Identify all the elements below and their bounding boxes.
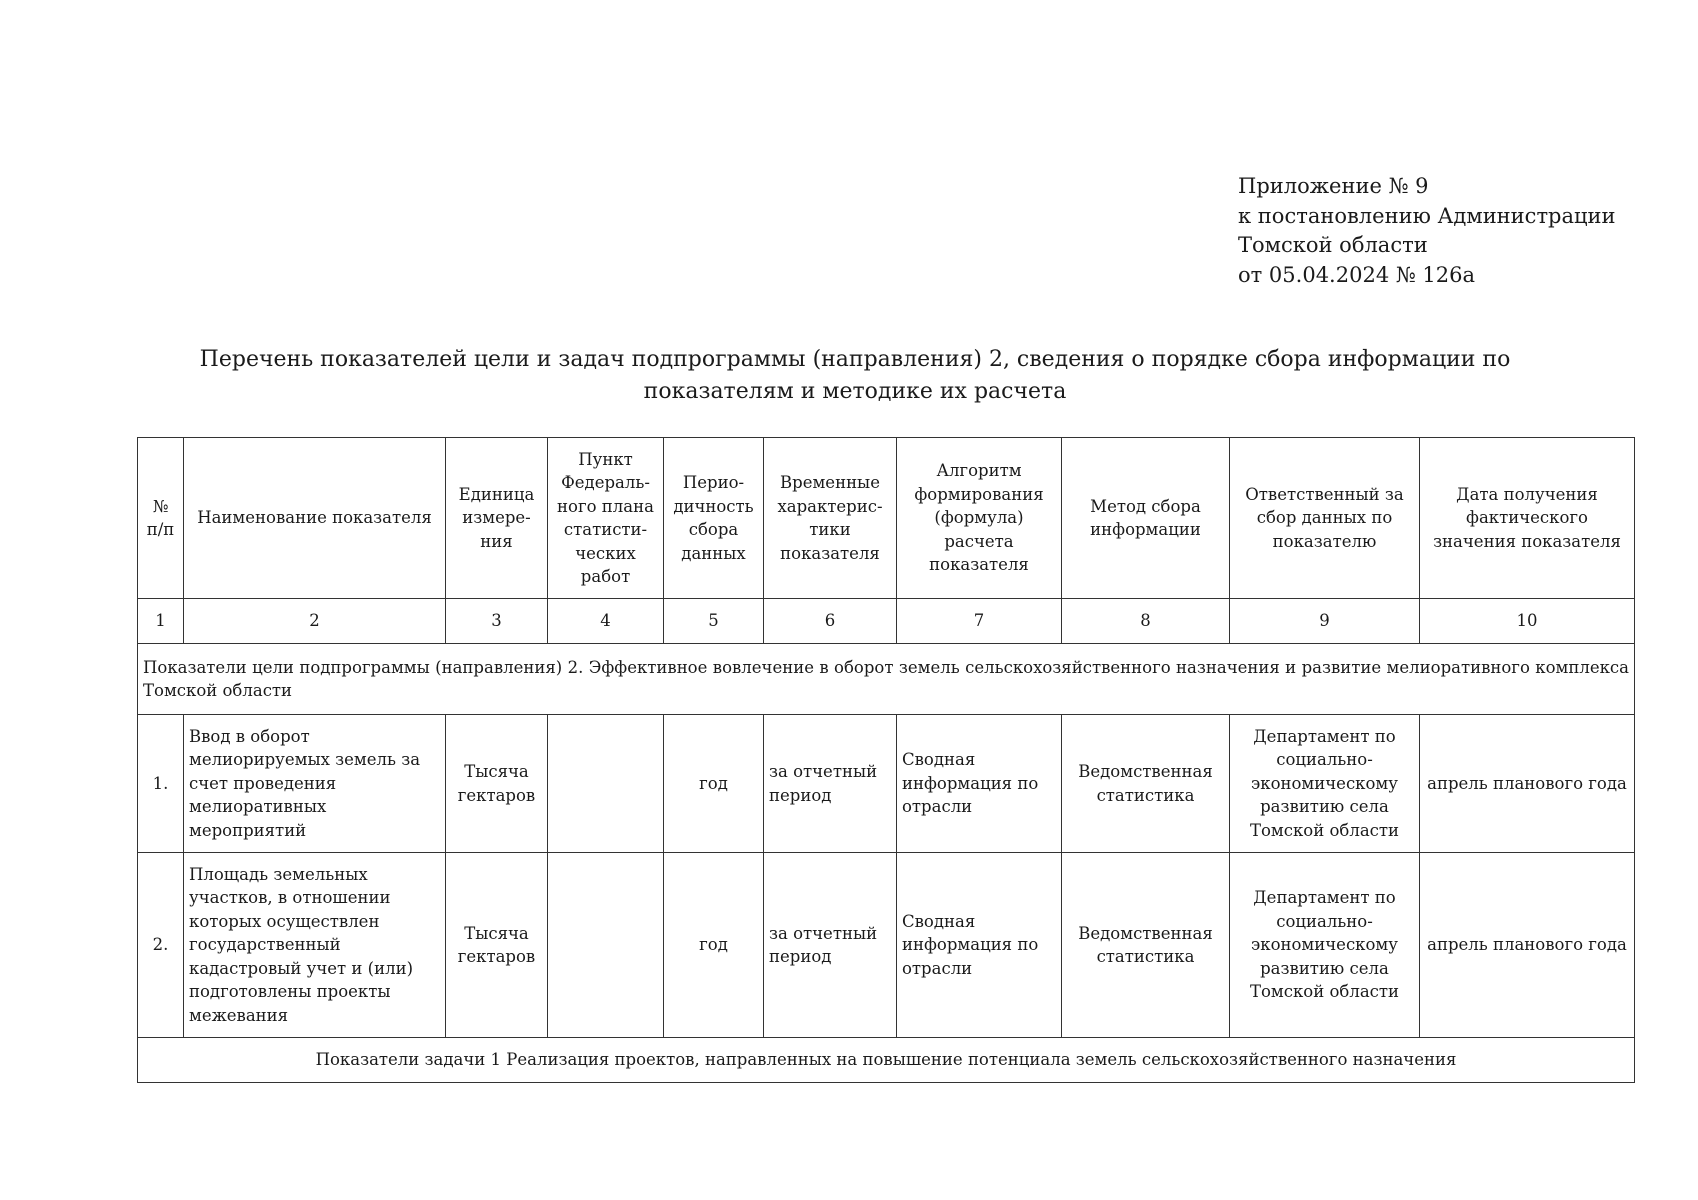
column-number: 4 — [548, 599, 664, 644]
column-number: 8 — [1062, 599, 1230, 644]
column-number: 3 — [446, 599, 548, 644]
column-numbers-row — [138, 599, 1635, 644]
indicator-plan-item — [548, 715, 664, 853]
indicator-plan-item — [548, 853, 664, 1038]
indicator-periodicity: год — [664, 715, 764, 853]
header-num: № п/п — [138, 438, 184, 599]
indicator-method: Ведомственная статистика — [1062, 853, 1230, 1038]
section-task1-row — [138, 1038, 1635, 1083]
column-number: 5 — [664, 599, 764, 644]
section-goal-row — [138, 644, 1635, 715]
indicator-name: Ввод в оборот мелиорируемых земель за счет проведения мелиоративных мероприятий — [184, 715, 446, 853]
table-row — [138, 853, 1635, 1038]
indicator-time-characteristics: за отчетный период — [764, 715, 897, 853]
column-number: 10 — [1420, 599, 1635, 644]
document-title: Перечень показателей цели и задач подпрограммы (направления) 2, сведения о порядке сбора информации по показателям и методике их расчета — [199, 347, 1511, 404]
section-task1-text: Показатели задачи 1 Реализация проектов, направленных на повышение потенциала земель сельскохозяйственного назначения — [138, 1038, 1635, 1083]
appendix-number: Приложение № 9 — [1238, 174, 1429, 198]
section-goal-text: Показатели цели подпрограммы (направления) 2. Эффективное вовлечение в оборот земель сельскохозяйственного назначения и развитие мелиоративного комплекса Томской области — [138, 644, 1635, 715]
header-row — [138, 438, 1635, 599]
indicator-name: Площадь земельных участков, в отношении которых осуществлен государственный кадастровый учет и (или) подготовлены проекты межевания — [184, 853, 446, 1038]
header-plan-item: Пункт Федераль-ного плана статисти-ческих работ — [548, 438, 664, 599]
indicator-unit: Тысяча гектаров — [446, 853, 548, 1038]
indicator-date: апрель планового года — [1420, 715, 1635, 853]
header-unit: Единица измере-ния — [446, 438, 548, 599]
indicator-date: апрель планового года — [1420, 853, 1635, 1038]
column-number: 6 — [764, 599, 897, 644]
header-periodicity: Перио-дичность сбора данных — [664, 438, 764, 599]
row-number: 1. — [138, 715, 184, 853]
column-number: 1 — [138, 599, 184, 644]
indicator-periodicity: год — [664, 853, 764, 1038]
appendix-date: от 05.04.2024 № 126а — [1238, 262, 1475, 287]
header-time-characteristics: Временные характерис-тики показателя — [764, 438, 897, 599]
indicators-table — [137, 437, 1635, 1083]
table-row — [138, 715, 1635, 853]
appendix-block — [1238, 172, 1616, 290]
header-date: Дата получения фактического значения показателя — [1420, 438, 1635, 599]
appendix-resolution: к постановлению Администрации — [1238, 203, 1616, 228]
indicator-method: Ведомственная статистика — [1062, 715, 1230, 853]
column-number: 7 — [897, 599, 1062, 644]
header-name: Наименование показателя — [184, 438, 446, 599]
appendix-region: Томской области — [1238, 233, 1428, 257]
indicator-time-characteristics: за отчетный период — [764, 853, 897, 1038]
row-number: 2. — [138, 853, 184, 1038]
indicator-algorithm: Сводная информация по отрасли — [897, 853, 1062, 1038]
header-method: Метод сбора информации — [1062, 438, 1230, 599]
indicator-algorithm: Сводная информация по отрасли — [897, 715, 1062, 853]
column-number: 2 — [184, 599, 446, 644]
column-number: 9 — [1230, 599, 1420, 644]
indicator-responsible: Департамент по социально-экономическому развитию села Томской области — [1230, 853, 1420, 1038]
indicator-responsible: Департамент по социально-экономическому развитию села Томской области — [1230, 715, 1420, 853]
header-responsible: Ответственный за сбор данных по показателю — [1230, 438, 1420, 599]
indicator-unit: Тысяча гектаров — [446, 715, 548, 853]
header-algorithm: Алгоритм формирования (формула) расчета показателя — [897, 438, 1062, 599]
